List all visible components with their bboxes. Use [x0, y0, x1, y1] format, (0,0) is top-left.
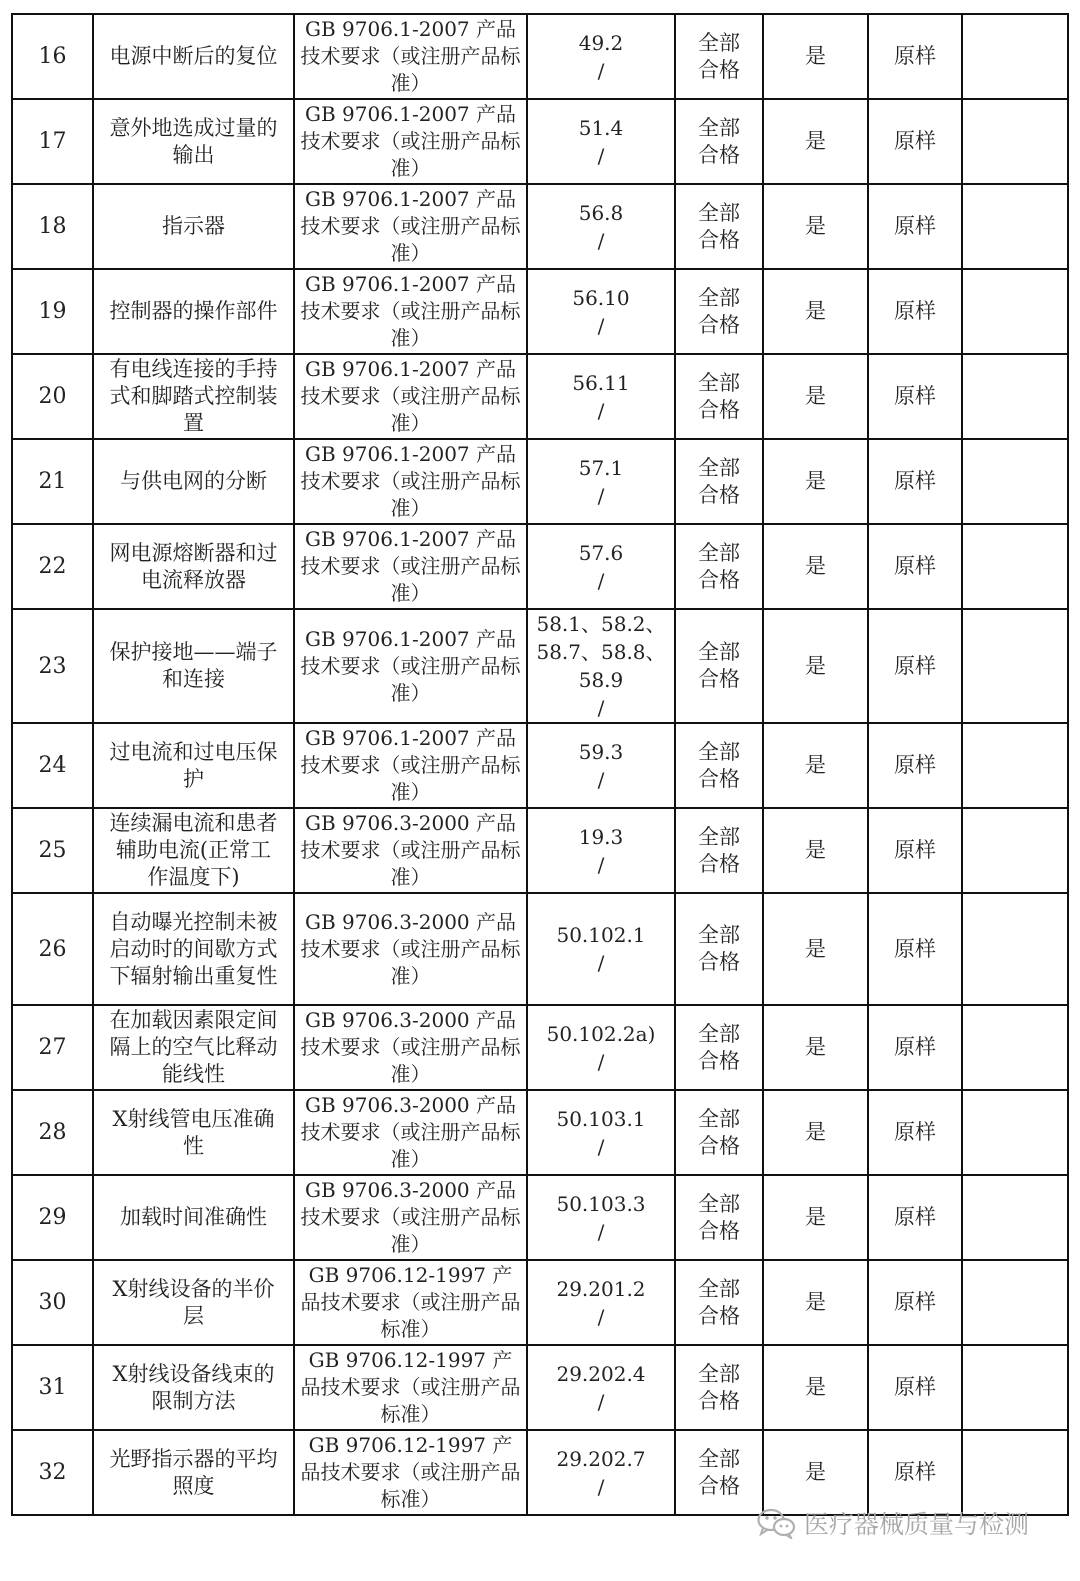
remark [962, 609, 1068, 723]
clause-number: 56.11 [572, 370, 630, 395]
test-result: 全部合格 [675, 893, 763, 1005]
clause-cell [527, 99, 675, 184]
test-item: 电源中断后的复位 [93, 14, 294, 99]
row-number: 25 [12, 808, 93, 893]
table-row [12, 354, 1068, 439]
remark [962, 1345, 1068, 1430]
conclusion: 是 [763, 524, 868, 609]
clause-cell [527, 184, 675, 269]
sample-status: 原样 [868, 1090, 962, 1175]
clause-slash: / [597, 483, 605, 508]
test-item: X射线管电压准确性 [93, 1090, 294, 1175]
sample-status: 原样 [868, 269, 962, 354]
clause-number: 50.103.3 [556, 1191, 646, 1216]
remark [962, 1260, 1068, 1345]
clause-cell [527, 1005, 675, 1090]
sample-status: 原样 [868, 1175, 962, 1260]
row-number: 19 [12, 269, 93, 354]
clause-number: 49.2 [578, 30, 624, 55]
clause-cell [527, 1430, 675, 1515]
clause-slash: / [597, 568, 605, 593]
standard-reference: GB 9706.3-2000 产品技术要求（或注册产品标准） [294, 1090, 527, 1175]
conclusion: 是 [763, 1090, 868, 1175]
test-item: 控制器的操作部件 [93, 269, 294, 354]
clause-cell [527, 893, 675, 1005]
table-row [12, 14, 1068, 99]
test-result: 全部合格 [675, 439, 763, 524]
test-item: X射线设备线束的限制方法 [93, 1345, 294, 1430]
sample-status: 原样 [868, 893, 962, 1005]
conclusion: 是 [763, 99, 868, 184]
test-result: 全部合格 [675, 524, 763, 609]
standard-reference: GB 9706.3-2000 产品技术要求（或注册产品标准） [294, 808, 527, 893]
clause-number: 57.6 [578, 540, 624, 565]
sample-status: 原样 [868, 184, 962, 269]
sample-status: 原样 [868, 1260, 962, 1345]
clause-slash: / [597, 143, 605, 168]
row-number: 30 [12, 1260, 93, 1345]
conclusion: 是 [763, 723, 868, 808]
test-item: X射线设备的半价层 [93, 1260, 294, 1345]
conclusion: 是 [763, 1430, 868, 1515]
clause-cell [527, 1345, 675, 1430]
sample-status: 原样 [868, 439, 962, 524]
test-result: 全部合格 [675, 1430, 763, 1515]
test-result: 全部合格 [675, 99, 763, 184]
standard-reference: GB 9706.12-1997 产品技术要求（或注册产品标准） [294, 1345, 527, 1430]
clause-slash: / [597, 696, 605, 720]
conclusion: 是 [763, 1005, 868, 1090]
row-number: 22 [12, 524, 93, 609]
table-row [12, 1175, 1068, 1260]
row-number: 20 [12, 354, 93, 439]
remark [962, 524, 1068, 609]
test-item: 与供电网的分断 [93, 439, 294, 524]
conclusion: 是 [763, 184, 868, 269]
test-result: 全部合格 [675, 609, 763, 723]
test-result: 全部合格 [675, 14, 763, 99]
clause-cell [527, 354, 675, 439]
row-number: 23 [12, 609, 93, 723]
test-result: 全部合格 [675, 1090, 763, 1175]
test-item: 光野指示器的平均照度 [93, 1430, 294, 1515]
conclusion: 是 [763, 609, 868, 723]
clause-number: 29.202.7 [556, 1446, 646, 1471]
wechat-icon [756, 1507, 796, 1539]
watermark [756, 1507, 1029, 1539]
sample-status: 原样 [868, 1345, 962, 1430]
sample-status: 原样 [868, 99, 962, 184]
clause-slash: / [597, 1474, 605, 1499]
standard-reference: GB 9706.3-2000 产品技术要求（或注册产品标准） [294, 1005, 527, 1090]
test-item: 意外地选成过量的输出 [93, 99, 294, 184]
test-result: 全部合格 [675, 354, 763, 439]
clause-slash: / [597, 852, 605, 877]
standard-reference: GB 9706.3-2000 产品技术要求（或注册产品标准） [294, 893, 527, 1005]
clause-slash: / [597, 1219, 605, 1244]
table-row [12, 1090, 1068, 1175]
clause-number: 58.1、58.2、58.7、58.8、58.9 [536, 612, 666, 692]
sample-status: 原样 [868, 354, 962, 439]
clause-number: 50.102.1 [556, 923, 646, 947]
clause-number: 51.4 [578, 115, 624, 140]
sample-status: 原样 [868, 1005, 962, 1090]
row-number: 17 [12, 99, 93, 184]
clause-number: 29.202.4 [556, 1361, 646, 1386]
standard-reference: GB 9706.1-2007 产品技术要求（或注册产品标准） [294, 269, 527, 354]
remark [962, 1430, 1068, 1515]
conclusion: 是 [763, 1175, 868, 1260]
table-row [12, 723, 1068, 808]
clause-slash: / [597, 951, 605, 975]
table-row [12, 439, 1068, 524]
sample-status: 原样 [868, 723, 962, 808]
table-row [12, 99, 1068, 184]
table-row [12, 269, 1068, 354]
clause-slash: / [597, 1134, 605, 1159]
conclusion: 是 [763, 439, 868, 524]
clause-cell [527, 723, 675, 808]
table-body [12, 14, 1068, 1515]
test-result: 全部合格 [675, 269, 763, 354]
test-result: 全部合格 [675, 1260, 763, 1345]
sample-status: 原样 [868, 1430, 962, 1515]
table-row [12, 1430, 1068, 1515]
clause-slash: / [597, 1389, 605, 1414]
test-result: 全部合格 [675, 1345, 763, 1430]
row-number: 26 [12, 893, 93, 1005]
remark [962, 354, 1068, 439]
test-item: 指示器 [93, 184, 294, 269]
conclusion: 是 [763, 354, 868, 439]
test-result: 全部合格 [675, 723, 763, 808]
standard-reference: GB 9706.1-2007 产品技术要求（或注册产品标准） [294, 524, 527, 609]
test-result: 全部合格 [675, 808, 763, 893]
standard-reference: GB 9706.1-2007 产品技术要求（或注册产品标准） [294, 99, 527, 184]
row-number: 32 [12, 1430, 93, 1515]
standard-reference: GB 9706.1-2007 产品技术要求（或注册产品标准） [294, 184, 527, 269]
clause-cell [527, 808, 675, 893]
remark [962, 269, 1068, 354]
remark [962, 1005, 1068, 1090]
clause-number: 19.3 [578, 824, 624, 849]
clause-slash: / [597, 228, 605, 253]
standard-reference: GB 9706.12-1997 产品技术要求（或注册产品标准） [294, 1260, 527, 1345]
test-item: 有电线连接的手持式和脚踏式控制装置 [93, 354, 294, 439]
table-row [12, 524, 1068, 609]
conclusion: 是 [763, 808, 868, 893]
table-row [12, 893, 1068, 1005]
test-item: 加载时间准确性 [93, 1175, 294, 1260]
test-item: 网电源熔断器和过电流释放器 [93, 524, 294, 609]
table-row [12, 184, 1068, 269]
clause-number: 59.3 [578, 739, 624, 764]
row-number: 16 [12, 14, 93, 99]
test-item: 过电流和过电压保护 [93, 723, 294, 808]
standard-reference: GB 9706.1-2007 产品技术要求（或注册产品标准） [294, 723, 527, 808]
standard-reference: GB 9706.1-2007 产品技术要求（或注册产品标准） [294, 439, 527, 524]
row-number: 29 [12, 1175, 93, 1260]
remark [962, 808, 1068, 893]
standard-reference: GB 9706.1-2007 产品技术要求（或注册产品标准） [294, 14, 527, 99]
standard-reference: GB 9706.1-2007 产品技术要求（或注册产品标准） [294, 354, 527, 439]
clause-number: 56.10 [572, 285, 630, 310]
sample-status: 原样 [868, 524, 962, 609]
conclusion: 是 [763, 1345, 868, 1430]
clause-slash: / [597, 398, 605, 423]
clause-cell [527, 439, 675, 524]
sample-status: 原样 [868, 609, 962, 723]
row-number: 24 [12, 723, 93, 808]
clause-slash: / [597, 1049, 605, 1074]
table-row [12, 609, 1068, 723]
conclusion: 是 [763, 893, 868, 1005]
clause-slash: / [597, 767, 605, 792]
remark [962, 439, 1068, 524]
test-item: 在加载因素限定间隔上的空气比释动能线性 [93, 1005, 294, 1090]
test-result: 全部合格 [675, 184, 763, 269]
clause-number: 29.201.2 [556, 1276, 646, 1301]
clause-number: 50.102.2a) [546, 1021, 656, 1046]
clause-cell [527, 1260, 675, 1345]
inspection-table [11, 13, 1069, 1516]
clause-number: 50.103.1 [556, 1106, 646, 1131]
table-row [12, 1345, 1068, 1430]
row-number: 27 [12, 1005, 93, 1090]
clause-number: 57.1 [578, 455, 624, 480]
clause-slash: / [597, 58, 605, 83]
remark [962, 99, 1068, 184]
row-number: 18 [12, 184, 93, 269]
remark [962, 1090, 1068, 1175]
test-item: 保护接地——端子和连接 [93, 609, 294, 723]
row-number: 21 [12, 439, 93, 524]
remark [962, 184, 1068, 269]
standard-reference: GB 9706.3-2000 产品技术要求（或注册产品标准） [294, 1175, 527, 1260]
table-row [12, 1260, 1068, 1345]
remark [962, 14, 1068, 99]
sample-status: 原样 [868, 808, 962, 893]
test-item: 连续漏电流和患者辅助电流(正常工作温度下) [93, 808, 294, 893]
clause-cell [527, 524, 675, 609]
conclusion: 是 [763, 269, 868, 354]
test-result: 全部合格 [675, 1005, 763, 1090]
clause-cell [527, 1175, 675, 1260]
test-item: 自动曝光控制未被启动时的间歇方式下辐射输出重复性 [93, 893, 294, 1005]
clause-cell [527, 1090, 675, 1175]
remark [962, 723, 1068, 808]
test-result: 全部合格 [675, 1175, 763, 1260]
row-number: 31 [12, 1345, 93, 1430]
clause-slash: / [597, 313, 605, 338]
sample-status: 原样 [868, 14, 962, 99]
remark [962, 893, 1068, 1005]
clause-cell [527, 14, 675, 99]
remark [962, 1175, 1068, 1260]
conclusion: 是 [763, 1260, 868, 1345]
clause-number: 56.8 [578, 200, 624, 225]
conclusion: 是 [763, 14, 868, 99]
standard-reference: GB 9706.12-1997 产品技术要求（或注册产品标准） [294, 1430, 527, 1515]
row-number: 28 [12, 1090, 93, 1175]
clause-cell [527, 269, 675, 354]
clause-slash: / [597, 1304, 605, 1329]
table-row [12, 808, 1068, 893]
watermark-text: 医疗器械质量与检测 [804, 1510, 1030, 1539]
standard-reference: GB 9706.1-2007 产品技术要求（或注册产品标准） [294, 609, 527, 723]
clause-cell [527, 609, 675, 723]
table-row [12, 1005, 1068, 1090]
